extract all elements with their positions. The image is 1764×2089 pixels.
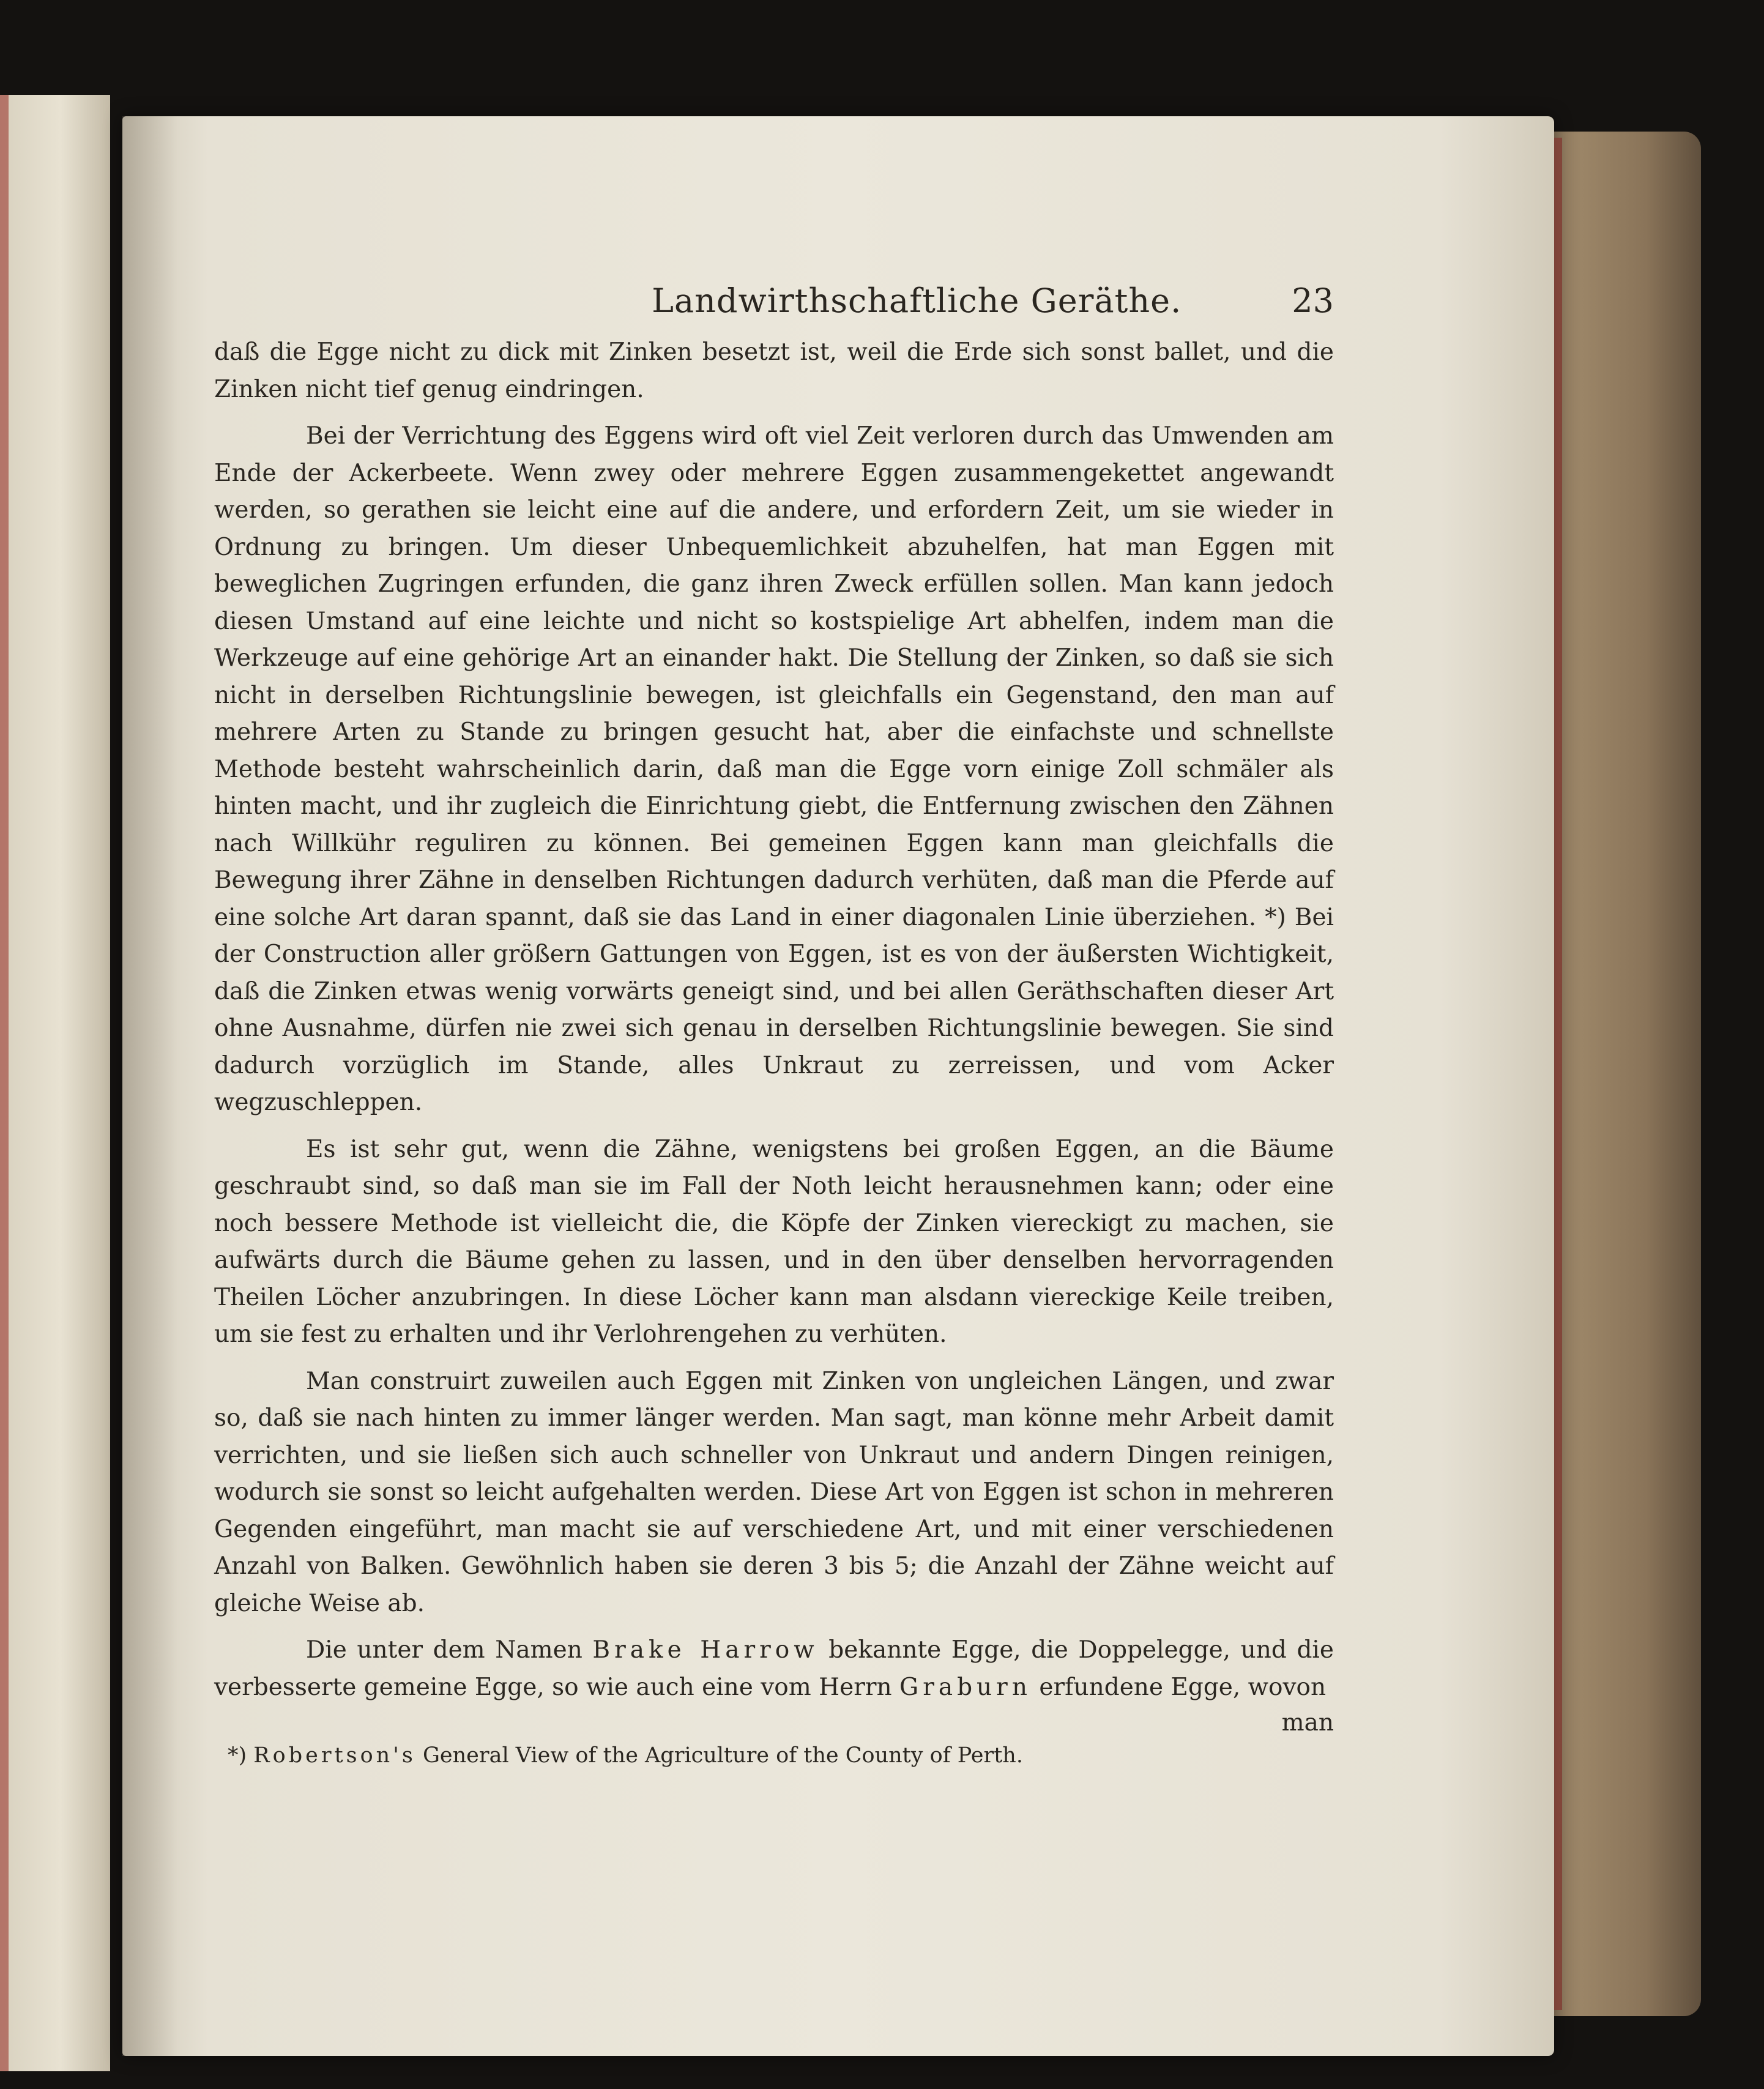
text-block (214, 281, 1334, 1771)
book-page (122, 116, 1554, 2056)
brake-harrow-name: Brake Harrow (592, 1636, 819, 1664)
page-header (214, 281, 1334, 330)
running-title: Landwirthschaftliche Geräthe. (652, 281, 1182, 320)
paragraph-2: Bei der Verrichtung des Eggens wird oft viel Zeit verloren durch das Umwenden am Ende der Ackerbeete. Wenn zwey oder mehrere Eggen zusammengekettet angewandt werden, so gerathen sie leicht eine auf die andere, und erfordern Zeit, um sie wieder in Ordnung zu bringen. Um dieser Unbequemlichkeit abzuhelfen, hat man Eggen mit beweglichen Zugringen erfunden, die ganz ihren Zweck erfüllen sollen. Man kann jedoch diesen Umstand auf eine leichte und nicht so kostspielige Art abhelfen, indem man die Werkzeuge auf eine gehörige Art an einander hakt. Die Stellung der Zinken, so daß sie sich nicht in derselben Richtungslinie bewegen, ist gleichfalls ein Gegenstand, den man auf mehrere Arten zu Stande zu bringen gesucht hat, aber die einfachste und schnellste Methode besteht wahrscheinlich darin, daß man die Egge vorn einige Zoll schmäler als hinten macht, und ihr zugleich die Einrichtung giebt, die Entfernung zwischen den Zähnen nach Willkühr reguliren zu können. Bei gemeinen Eggen kann man gleichfalls die Bewegung ihrer Zähne in denselben Richtungen dadurch verhüten, daß man die Pferde auf eine solche Art daran spannt, daß sie das Land in einer diagonalen Linie überziehen. *) Bei der Construction aller größern Gattungen von Eggen, ist es von der äußersten Wichtigkeit, daß die Zinken etwas wenig vorwärts geneigt sind, und bei allen Geräthschaften dieser Art ohne Ausnahme, dürfen nie zwei sich genau in derselben Richtungslinie bewegen. Sie sind dadurch vorzüglich im Stande, alles Unkraut zu zerreissen, und vom Acker wegzuschleppen. (214, 422, 1334, 1116)
footnote-author: Robertson's (253, 1743, 416, 1768)
paragraph-5-part-1: Die unter dem Namen (306, 1636, 582, 1664)
graburn-name: Graburn (899, 1673, 1032, 1701)
paragraph-3: Es ist sehr gut, wenn die Zähne, wenigstens bei großen Eggen, an die Bäume geschraubt sind, so daß man sie im Fall der Noth leicht herausnehmen kann; oder eine noch bessere Methode ist vielleicht die, die Köpfe der Zinken viereckigt zu machen, sie aufwärts durch die Bäume gehen zu lassen, und in den über denselben hervorragenden Theilen Löcher anzubringen. In diese Löcher kann man alsdann viereckige Keile treiben, um sie fest zu erhalten und ihr Verlohrengehen zu verhüten. (214, 1135, 1334, 1348)
left-page-stack (0, 95, 110, 2071)
footnote-mark: *) (228, 1743, 247, 1768)
footnote (214, 1740, 1334, 1771)
page-number: 23 (1292, 281, 1334, 320)
footnote-text: General View of the Agriculture of the County of Perth. (422, 1743, 1023, 1768)
gutter-shadow (122, 116, 177, 2056)
catchword: man (1281, 1709, 1334, 1737)
paragraph-1: daß die Egge nicht zu dick mit Zinken besetzt ist, weil die Erde sich sonst ballet, und die Zinken nicht tief genug eindringen. (214, 338, 1334, 403)
left-red-edge (0, 95, 9, 2071)
paragraph-5 (214, 1632, 1334, 1706)
paragraph-5-part-3: erfundene Egge, wovon (1039, 1673, 1327, 1701)
paragraph-4: Man construirt zuweilen auch Eggen mit Zinken von ungleichen Längen, und zwar so, daß sie nach hinten zu immer länger werden. Man sagt, man könne mehr Arbeit damit verrichten, und sie ließen sich auch schneller von Unkraut und andern Dingen reinigen, wodurch sie sonst so leicht aufgehalten werden. Diese Art von Eggen ist schon in mehreren Gegenden eingeführt, man macht sie auf verschiedene Art, und mit einer verschiedenen Anzahl von Balken. Gewöhnlich haben sie deren 3 bis 5; die Anzahl der Zähne weicht auf gleiche Weise ab. (214, 1367, 1334, 1617)
paragraph-5-part-2: bekannte Egge, die Doppelegge, und die verbesserte gemeine Egge, so wie auch eine vom Herrn (214, 1636, 1334, 1701)
